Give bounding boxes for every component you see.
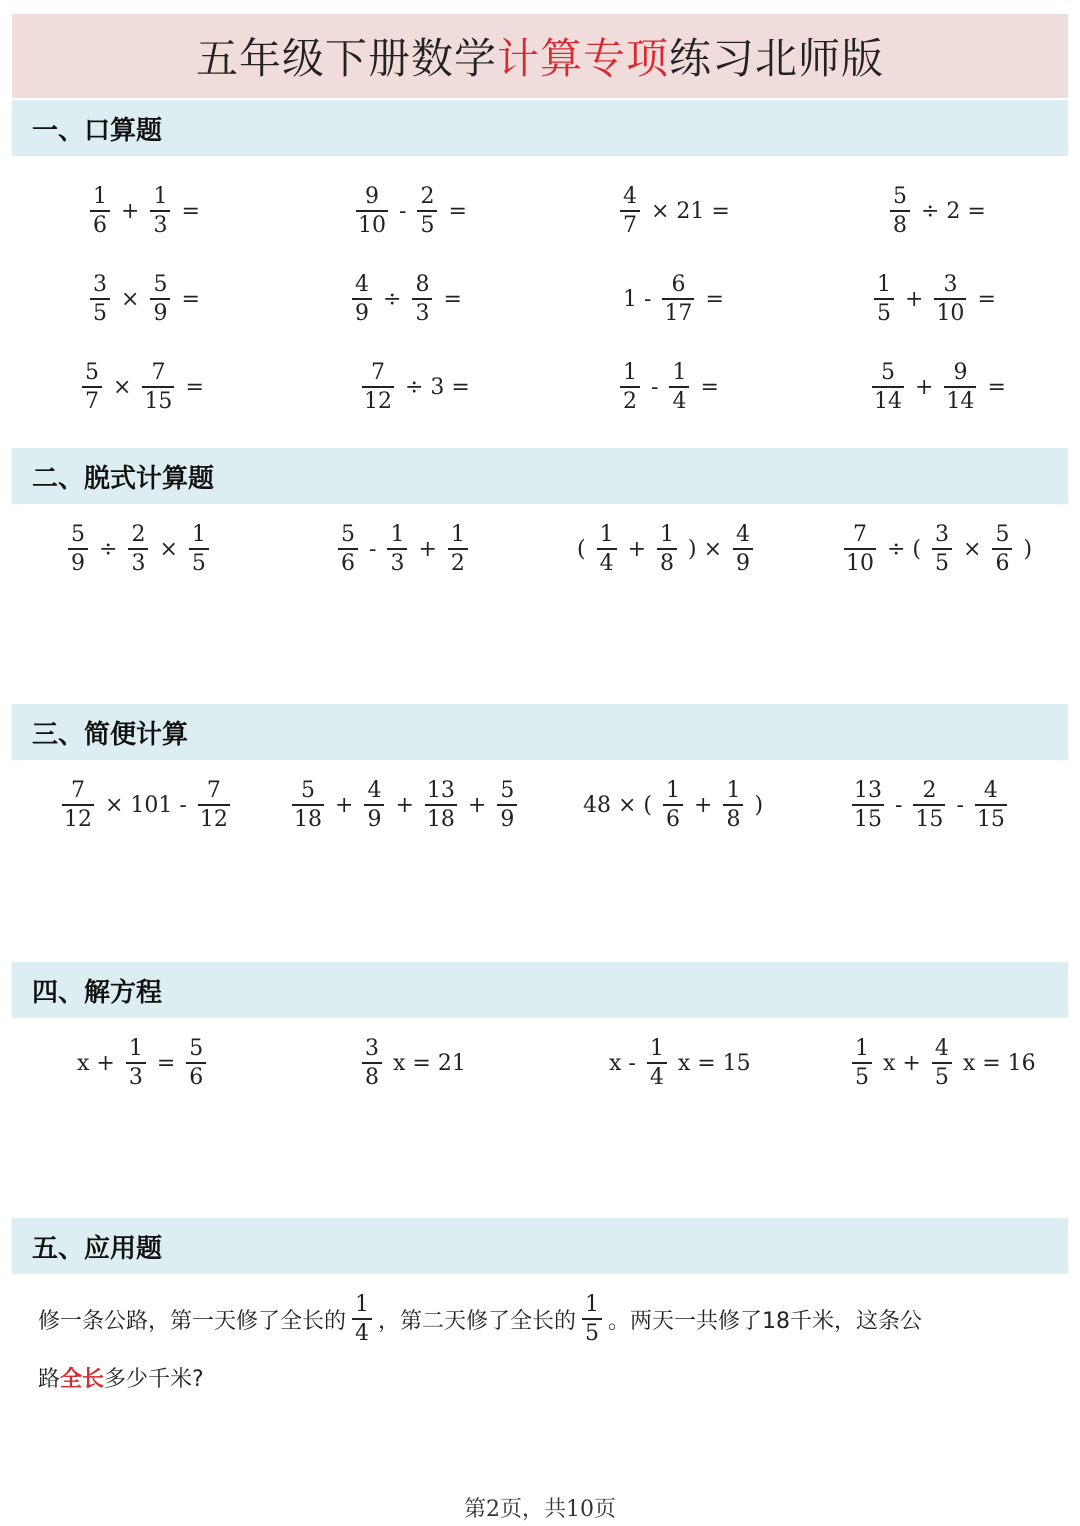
denominator: 10 (358, 213, 386, 238)
word-fraction-2-den: 5 (585, 1321, 600, 1346)
numerator: 2 (131, 522, 146, 547)
fraction (338, 524, 358, 575)
fraction (126, 1038, 146, 1089)
fraction (356, 186, 388, 237)
numerator: 1 (390, 522, 405, 547)
numerator: 1 (855, 1036, 869, 1061)
fraction (150, 186, 170, 237)
operator: - (651, 375, 659, 400)
numerator: 1 (450, 522, 465, 547)
denominator: 9 (367, 807, 382, 832)
denominator: 5 (855, 1065, 869, 1090)
denominator: 3 (131, 551, 146, 576)
expr-q2-2 (332, 524, 474, 575)
numerator: 9 (365, 184, 379, 209)
word-text-5: 多少千米? (104, 1367, 204, 1392)
fraction (90, 274, 110, 325)
denominator: 4 (649, 1065, 664, 1090)
title-part-3: 练习北师版 (669, 34, 885, 83)
numerator: 13 (854, 778, 882, 803)
operator: x - (609, 1051, 636, 1076)
fraction (913, 780, 945, 831)
numerator: 3 (365, 1036, 379, 1061)
numerator: 1 (623, 360, 637, 385)
operator: × 21 = (651, 199, 730, 224)
numerator: 1 (191, 522, 206, 547)
fraction (874, 274, 894, 325)
numerator: 3 (935, 522, 950, 547)
operator: + (694, 793, 713, 818)
operator: × (113, 375, 132, 400)
denominator: 6 (93, 213, 107, 238)
expr-q1-1 (84, 186, 205, 237)
fraction (412, 274, 432, 325)
operator: + (915, 375, 934, 400)
section-3-header: 三、简便计算 (12, 704, 1068, 760)
fraction (82, 362, 102, 413)
numerator: 4 (355, 272, 369, 297)
denominator: 4 (599, 551, 614, 576)
operator: ÷ ( (887, 537, 922, 562)
operator: × (121, 287, 140, 312)
denominator: 12 (199, 807, 228, 832)
operator: = (987, 375, 1006, 400)
denominator: 8 (893, 213, 907, 238)
word-highlight: 全长 (60, 1367, 105, 1392)
denominator: 3 (390, 551, 405, 576)
operator: + (395, 793, 414, 818)
operator: ( (577, 537, 586, 562)
numerator: 5 (893, 184, 907, 209)
fraction (198, 780, 230, 831)
fraction (872, 362, 904, 413)
expr-q1-11 (614, 362, 724, 413)
fraction (723, 780, 743, 831)
word-fraction-2 (582, 1294, 602, 1345)
expr-q3-3 (578, 780, 768, 831)
denominator: 15 (144, 389, 173, 414)
expr-q3-1 (56, 780, 236, 831)
operator: + (418, 537, 437, 562)
denominator: 17 (664, 301, 693, 326)
operator: × (963, 537, 982, 562)
operator: = (443, 287, 462, 312)
fraction (890, 186, 910, 237)
operator: = (977, 287, 996, 312)
expr-q4-3 (604, 1038, 756, 1089)
fraction (992, 524, 1012, 575)
operator: × 101 - (105, 793, 187, 818)
numerator: 1 (726, 778, 741, 803)
fraction (620, 362, 640, 413)
fraction (150, 274, 170, 325)
denominator: 9 (500, 807, 515, 832)
numerator: 4 (367, 778, 382, 803)
operator: ÷ (383, 287, 402, 312)
denominator: 18 (294, 807, 322, 832)
word-fraction-1-den: 4 (355, 1321, 370, 1346)
numerator: 5 (153, 272, 168, 297)
numerator: 5 (71, 522, 85, 547)
fraction (352, 274, 372, 325)
operator: x = 15 (677, 1051, 751, 1076)
fraction (932, 1038, 952, 1089)
fraction (364, 780, 384, 831)
denominator: 12 (64, 807, 92, 832)
fraction (362, 362, 394, 413)
fraction (448, 524, 468, 575)
operator: + (905, 287, 924, 312)
expr-q1-5 (84, 274, 205, 325)
word-fraction-1-num: 1 (355, 1292, 370, 1317)
fraction (647, 1038, 667, 1089)
numerator: 1 (128, 1036, 143, 1061)
expr-q4-1 (72, 1038, 212, 1089)
numerator: 4 (934, 1036, 949, 1061)
numerator: 5 (85, 360, 99, 385)
numerator: 5 (995, 522, 1010, 547)
fraction (387, 524, 407, 575)
section-2-header: 二、脱式计算题 (12, 448, 1068, 504)
denominator: 3 (415, 301, 430, 326)
numerator: 2 (420, 184, 435, 209)
expr-q2-4 (838, 524, 1037, 575)
numerator: 5 (301, 778, 315, 803)
section-4-header: 四、解方程 (12, 962, 1068, 1018)
denominator: 9 (71, 551, 85, 576)
denominator: 2 (450, 551, 465, 576)
expr-q4-4 (846, 1038, 1041, 1089)
denominator: 18 (426, 807, 455, 832)
word-fraction-2-num: 1 (585, 1292, 600, 1317)
word-problem-line-1 (38, 1294, 922, 1345)
expr-q1-7 (618, 274, 729, 325)
operator: - (895, 793, 903, 818)
denominator: 5 (877, 301, 891, 326)
denominator: 3 (128, 1065, 143, 1090)
numerator: 1 (672, 360, 687, 385)
operator: = (705, 287, 724, 312)
operator: x + (77, 1051, 115, 1076)
numerator: 8 (415, 272, 430, 297)
fraction (128, 524, 148, 575)
page-footer: 第2页，共10页 (464, 1497, 616, 1522)
numerator: 7 (71, 778, 85, 803)
operator: - (369, 537, 377, 562)
fraction (142, 362, 174, 413)
denominator: 5 (420, 213, 435, 238)
fraction (425, 780, 457, 831)
numerator: 7 (853, 522, 867, 547)
fraction (292, 780, 324, 831)
numerator: 1 (153, 184, 168, 209)
denominator: 14 (874, 389, 902, 414)
denominator: 15 (976, 807, 1005, 832)
numerator: 4 (623, 184, 637, 209)
word-text-2: ，第二天修了全长的 (378, 1309, 577, 1334)
numerator: 6 (671, 272, 686, 297)
numerator: 1 (599, 522, 614, 547)
operator: = (181, 199, 200, 224)
fraction (852, 780, 884, 831)
title-part-1: 五年级下册数学 (195, 34, 497, 83)
numerator: 1 (666, 778, 680, 803)
fraction (417, 186, 437, 237)
denominator: 10 (846, 551, 874, 576)
fraction (186, 1038, 206, 1089)
word-text-4: 路 (38, 1367, 61, 1392)
expr-q1-9 (76, 362, 209, 413)
denominator: 7 (85, 389, 99, 414)
numerator: 1 (93, 184, 107, 209)
operator: ÷ (99, 537, 118, 562)
denominator: 5 (935, 551, 950, 576)
fraction (62, 780, 94, 831)
expr-q3-2 (286, 780, 523, 831)
denominator: 5 (191, 551, 206, 576)
title-part-2: 计算专项 (496, 34, 669, 83)
expr-q2-3 (572, 524, 759, 575)
expr-q1-8 (868, 274, 1001, 325)
denominator: 10 (936, 301, 965, 326)
expr-q2-1 (62, 524, 215, 575)
expr-q1-10 (356, 362, 475, 413)
fraction (189, 524, 209, 575)
fraction (663, 780, 683, 831)
denominator: 9 (355, 301, 369, 326)
denominator: 6 (189, 1065, 204, 1090)
fraction (497, 780, 517, 831)
numerator: 9 (953, 360, 968, 385)
operator: x = 21 (393, 1051, 466, 1076)
denominator: 5 (93, 301, 107, 326)
operator: - (956, 793, 964, 818)
word-problem-line-2 (38, 1362, 204, 1393)
operator: x + (883, 1051, 921, 1076)
fraction (657, 524, 677, 575)
operator: ÷ 2 = (921, 199, 986, 224)
operator: = (181, 287, 200, 312)
operator: ) (1023, 537, 1033, 562)
numerator: 3 (943, 272, 958, 297)
word-text-3: 。两天一共修了18千米，这条公 (608, 1309, 923, 1334)
numerator: 5 (341, 522, 355, 547)
numerator: 7 (371, 360, 385, 385)
operator: + (467, 793, 487, 818)
fraction (852, 1038, 872, 1089)
fraction (362, 1038, 382, 1089)
fraction (669, 362, 689, 413)
operator: + (627, 537, 647, 562)
numerator: 1 (877, 272, 891, 297)
operator: 48 × ( (583, 793, 652, 818)
numerator: 4 (736, 522, 751, 547)
word-text-1: 修一条公路，第一天修了全长的 (38, 1309, 347, 1334)
denominator: 6 (666, 807, 680, 832)
denominator: 15 (915, 807, 944, 832)
operator: ÷ 3 = (405, 375, 470, 400)
numerator: 1 (660, 522, 675, 547)
numerator: 4 (983, 778, 998, 803)
operator: - (399, 199, 407, 224)
numerator: 5 (881, 360, 895, 385)
expr-q3-4 (846, 780, 1013, 831)
denominator: 6 (995, 551, 1010, 576)
expr-q1-12 (866, 362, 1011, 413)
operator: ) (754, 793, 764, 818)
operator: ) × (688, 537, 723, 562)
operator: × (159, 537, 178, 562)
denominator: 2 (623, 389, 637, 414)
denominator: 8 (365, 1065, 379, 1090)
fraction (597, 524, 617, 575)
numerator: 13 (426, 778, 455, 803)
denominator: 14 (946, 389, 975, 414)
fraction (90, 186, 110, 237)
fraction (68, 524, 88, 575)
denominator: 4 (672, 389, 687, 414)
fraction (620, 186, 640, 237)
expr-q1-2 (350, 186, 472, 237)
fraction (733, 524, 753, 575)
expr-q4-2 (356, 1038, 471, 1089)
denominator: 6 (341, 551, 355, 576)
section-5-header: 五、应用题 (12, 1218, 1068, 1274)
numerator: 7 (151, 360, 166, 385)
fraction (944, 362, 976, 413)
denominator: 8 (726, 807, 741, 832)
denominator: 3 (153, 213, 168, 238)
denominator: 9 (736, 551, 751, 576)
denominator: 15 (854, 807, 882, 832)
denominator: 12 (364, 389, 392, 414)
operator: = (156, 1051, 176, 1076)
operator: = (185, 375, 204, 400)
numerator: 7 (206, 778, 221, 803)
fraction (932, 524, 952, 575)
expr-q1-6 (346, 274, 467, 325)
page-title (12, 14, 1068, 98)
denominator: 8 (660, 551, 675, 576)
operator: + (121, 199, 140, 224)
numerator: 5 (189, 1036, 204, 1061)
word-fraction-1 (352, 1294, 372, 1345)
fraction (934, 274, 966, 325)
operator: = (700, 375, 719, 400)
fraction (975, 780, 1007, 831)
expr-q1-4 (884, 186, 991, 237)
operator: x = 16 (962, 1051, 1036, 1076)
operator: + (335, 793, 354, 818)
fraction (662, 274, 694, 325)
fraction (844, 524, 876, 575)
expr-q1-3 (614, 186, 735, 237)
operator: 1 - (623, 287, 652, 312)
numerator: 2 (922, 778, 937, 803)
numerator: 5 (500, 778, 515, 803)
numerator: 3 (93, 272, 107, 297)
denominator: 9 (153, 301, 168, 326)
section-1-header: 一、口算题 (12, 100, 1068, 156)
denominator: 7 (623, 213, 637, 238)
numerator: 1 (649, 1036, 664, 1061)
denominator: 5 (934, 1065, 949, 1090)
operator: = (448, 199, 467, 224)
